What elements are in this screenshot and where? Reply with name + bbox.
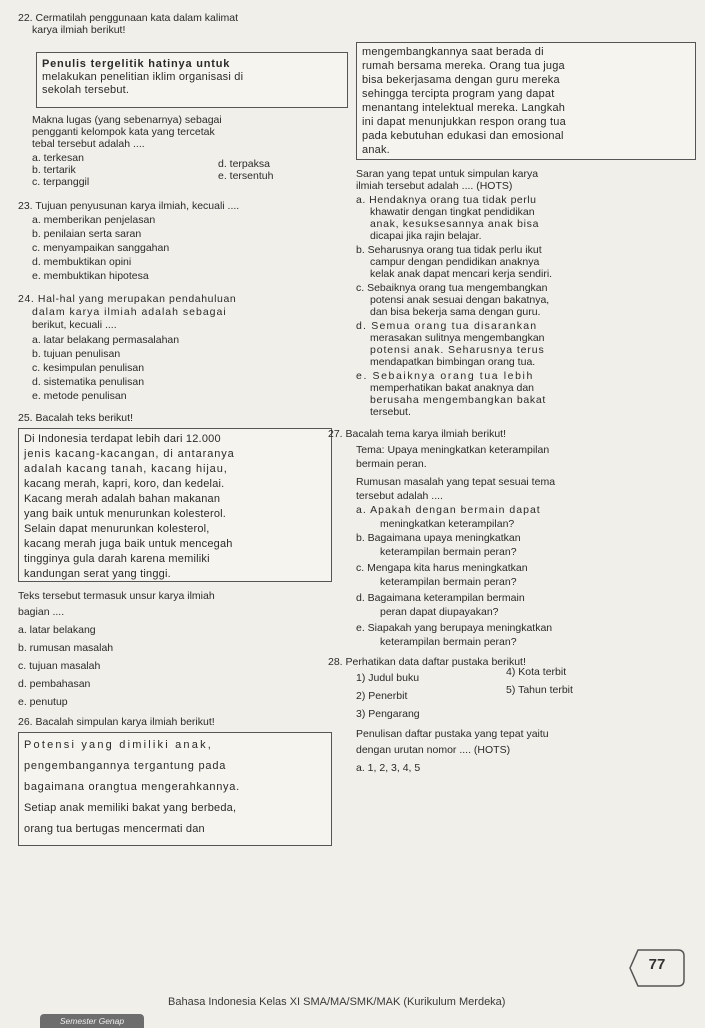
- q24-option-d[interactable]: d. sistematika penulisan: [32, 376, 145, 388]
- context-line: bisa bekerjasama dengan guru mereka: [362, 74, 560, 86]
- q24-option-a[interactable]: a. latar belakang permasalahan: [32, 334, 180, 346]
- q23-option-d[interactable]: d. membuktikan opini: [32, 256, 132, 268]
- q27-option-e-2: keterampilan bermain peran?: [380, 636, 517, 648]
- q26-box-line: Setiap anak memiliki bakat yang berbeda,: [24, 802, 237, 814]
- q26-option-e-1[interactable]: e. Sebaiknya orang tua lebih: [356, 370, 534, 382]
- q25-option-e[interactable]: e. penutup: [18, 696, 68, 708]
- q22-option-d[interactable]: d. terpaksa: [218, 158, 270, 170]
- q25-box-line: tingginya gula darah karena memiliki: [24, 553, 210, 565]
- q22-quote-box: [36, 52, 348, 108]
- q28-body-2: dengan urutan nomor .... (HOTS): [356, 744, 511, 756]
- q24-stem-3: berikut, kecuali ....: [32, 319, 117, 331]
- q22-body-3: tebal tersebut adalah ....: [32, 138, 145, 150]
- q25-option-d[interactable]: d. pembahasan: [18, 678, 91, 690]
- q25-box-line: Selain dapat menurunkan kolesterol,: [24, 523, 210, 535]
- q26-option-b-1[interactable]: b. Seharusnya orang tua tidak perlu ikut: [356, 244, 542, 256]
- semester-badge: Semester Genap: [40, 1014, 144, 1028]
- q25-box-line: Di Indonesia terdapat lebih dari 12.000: [24, 433, 221, 445]
- q22-quote-line: sekolah tersebut.: [42, 84, 130, 96]
- q25-text-box: [18, 428, 332, 582]
- q28-option-a[interactable]: a. 1, 2, 3, 4, 5: [356, 762, 421, 774]
- q27-body-1: Rumusan masalah yang tepat sesuai tema: [356, 476, 556, 488]
- q27-option-a-1[interactable]: a. Apakah dengan bermain dapat: [356, 504, 541, 516]
- q24-option-b[interactable]: b. tujuan penulisan: [32, 348, 121, 360]
- q25-body-1: Teks tersebut termasuk unsur karya ilmiah: [18, 590, 215, 602]
- q26-option-d-1[interactable]: d. Semua orang tua disarankan: [356, 320, 538, 332]
- context-line: rumah bersama mereka. Orang tua juga: [362, 60, 565, 72]
- q23-option-b[interactable]: b. penilaian serta saran: [32, 228, 142, 240]
- q22-stem-2: karya ilmiah berikut!: [32, 24, 126, 36]
- q26-option-a-4: dicapai jika rajin belajar.: [370, 230, 482, 242]
- q22-body-1: Makna lugas (yang sebenarnya) sebagai: [32, 114, 222, 126]
- q26-box-line: bagaimana orangtua mengerahkannya.: [24, 781, 240, 793]
- q26-box-line: Potensi yang dimiliki anak,: [24, 739, 214, 751]
- q22-option-c[interactable]: c. terpanggil: [32, 176, 90, 188]
- q27-option-c-1[interactable]: c. Mengapa kita harus meningkatkan: [356, 562, 528, 574]
- context-line: mengembangkannya saat berada di: [362, 46, 544, 58]
- q24-stem-2: dalam karya ilmiah adalah sebagai: [32, 306, 227, 318]
- q26-saran-2: ilmiah tersebut adalah .... (HOTS): [356, 180, 513, 192]
- q28-body-1: Penulisan daftar pustaka yang tepat yaitu: [356, 728, 549, 740]
- q26-box-line: pengembangannya tergantung pada: [24, 760, 227, 772]
- q26-stem: 26. Bacalah simpulan karya ilmiah berikut!: [18, 716, 215, 728]
- q24-option-e[interactable]: e. metode penulisan: [32, 390, 127, 402]
- q26-option-a-3: anak, kesuksesannya anak bisa: [370, 218, 540, 230]
- q22-option-e[interactable]: e. tersentuh: [218, 170, 274, 182]
- q25-box-line: Kacang merah adalah bahan makanan: [24, 493, 221, 505]
- q24-option-c[interactable]: c. kesimpulan penulisan: [32, 362, 145, 374]
- q26-option-d-4: mendapatkan bimbingan orang tua.: [370, 356, 536, 368]
- q26-option-c-3: dan bisa bekerja sama dengan guru.: [370, 306, 541, 318]
- q28-item-3: 3) Pengarang: [356, 708, 420, 720]
- q25-stem: 25. Bacalah teks berikut!: [18, 412, 133, 424]
- q25-box-line: adalah kacang tanah, kacang hijau,: [24, 463, 228, 475]
- q28-stem: 28. Perhatikan data daftar pustaka berikut!: [328, 656, 526, 668]
- q27-stem: 27. Bacalah tema karya ilmiah berikut!: [328, 428, 507, 440]
- q26-option-b-2: campur dengan pendidikan anaknya: [370, 256, 540, 268]
- q26-option-b-3: kelak anak dapat mencari kerja sendiri.: [370, 268, 553, 280]
- context-line: ini dapat menunjukkan respon orang tua: [362, 116, 566, 128]
- q26-option-a-1[interactable]: a. Hendaknya orang tua tidak perlu: [356, 194, 537, 206]
- q27-option-b-2: keterampilan bermain peran?: [380, 546, 517, 558]
- q27-option-c-2: keterampilan bermain peran?: [380, 576, 517, 588]
- q27-tema-2: bermain peran.: [356, 458, 427, 470]
- q25-option-b[interactable]: b. rumusan masalah: [18, 642, 114, 654]
- q26-text-box: [18, 732, 332, 846]
- q25-body-2: bagian ....: [18, 606, 65, 618]
- q23-option-e[interactable]: e. membuktikan hipotesa: [32, 270, 149, 282]
- q26-box-line: orang tua bertugas mencermati dan: [24, 823, 205, 835]
- q25-box-line: kacang merah, kapri, koro, dan kedelai.: [24, 478, 225, 490]
- q27-option-d-1[interactable]: d. Bagaimana keterampilan bermain: [356, 592, 525, 604]
- q26-option-d-3: potensi anak. Seharusnya terus: [370, 344, 545, 356]
- q22-option-b[interactable]: b. tertarik: [32, 164, 76, 176]
- context-line: sehingga tercipta program yang dapat: [362, 88, 555, 100]
- page-number: 77: [648, 956, 666, 973]
- q27-option-e-1[interactable]: e. Siapakah yang berupaya meningkatkan: [356, 622, 553, 634]
- q23-option-a[interactable]: a. memberikan penjelasan: [32, 214, 156, 226]
- q25-box-line: kacang merah juga baik untuk mencegah: [24, 538, 233, 550]
- context-line: anak.: [362, 144, 390, 156]
- q22-quote-line: melakukan penelitian iklim organisasi di: [42, 71, 244, 83]
- q22-stem-1: 22. Cermatilah penggunaan kata dalam kalimat: [18, 12, 239, 24]
- q26-option-e-2: memperhatikan bakat anaknya dan: [370, 382, 535, 394]
- context-line: pada kebutuhan edukasi dan emosional: [362, 130, 564, 142]
- q28-item-2: 2) Penerbit: [356, 690, 408, 702]
- q27-tema: Tema: Upaya meningkatkan keterampilan: [356, 444, 550, 456]
- q23-option-c[interactable]: c. menyampaikan sanggahan: [32, 242, 170, 254]
- q27-option-b-1[interactable]: b. Bagaimana upaya meningkatkan: [356, 532, 521, 544]
- q26-option-a-2: khawatir dengan tingkat pendidikan: [370, 206, 535, 218]
- q23-stem: 23. Tujuan penyusunan karya ilmiah, kecuali ....: [18, 200, 240, 212]
- q25-box-line: jenis kacang-kacangan, di antaranya: [24, 448, 235, 460]
- q26-saran-1: Saran yang tepat untuk simpulan karya: [356, 168, 539, 180]
- q28-item-1: 1) Judul buku: [356, 672, 420, 684]
- context-line: menantang intelektual mereka. Langkah: [362, 102, 566, 114]
- q24-stem-1: 24. Hal-hal yang merupakan pendahuluan: [18, 293, 237, 305]
- q25-option-a[interactable]: a. latar belakang: [18, 624, 96, 636]
- q25-box-line: yang baik untuk menurunkan kolesterol.: [24, 508, 227, 520]
- q26-option-e-4: tersebut.: [370, 406, 411, 418]
- q25-option-c[interactable]: c. tujuan masalah: [18, 660, 101, 672]
- q27-option-a-2: meningkatkan keterampilan?: [380, 518, 515, 530]
- q22-quote-line: Penulis tergelitik hatinya untuk: [42, 58, 231, 70]
- q28-item-4: 4) Kota terbit: [506, 666, 567, 678]
- q27-option-d-2: peran dapat diupayakan?: [380, 606, 499, 618]
- q22-context-box: [356, 42, 696, 160]
- page-number-badge: [628, 946, 686, 990]
- q28-item-5: 5) Tahun terbit: [506, 684, 573, 696]
- q27-body-2: tersebut adalah ....: [356, 490, 443, 502]
- q26-option-c-1[interactable]: c. Sebaiknya orang tua mengembangkan: [356, 282, 548, 294]
- q22-option-a[interactable]: a. terkesan: [32, 152, 84, 164]
- q26-option-d-2: merasakan sulitnya mengembangkan: [370, 332, 545, 344]
- q26-option-c-2: potensi anak sesuai dengan bakatnya,: [370, 294, 550, 306]
- q22-body-2: pengganti kelompok kata yang tercetak: [32, 126, 215, 138]
- book-title-footer: Bahasa Indonesia Kelas XI SMA/MA/SMK/MAK (Kurikulum Merdeka): [168, 996, 506, 1008]
- q26-option-e-3: berusaha mengembangkan bakat: [370, 394, 547, 406]
- q25-box-line: kandungan serat yang tinggi.: [24, 568, 171, 580]
